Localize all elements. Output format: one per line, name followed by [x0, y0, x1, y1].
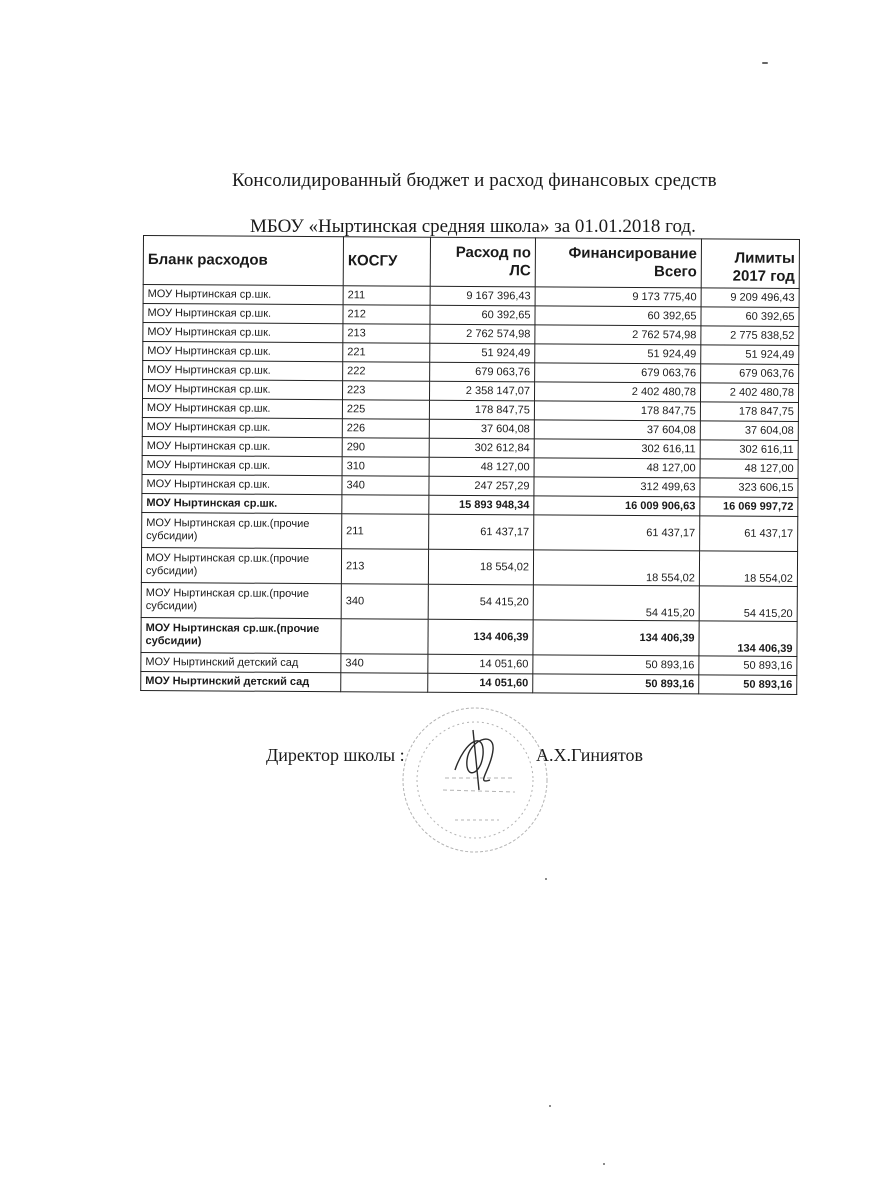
row-financing: 679 063,76	[535, 363, 701, 383]
scan-speck	[545, 878, 547, 880]
row-expense: 302 612,84	[429, 438, 534, 458]
row-name: МОУ Ныртинская ср.шк.	[142, 436, 342, 456]
row-kosgu: 226	[342, 419, 429, 439]
row-expense: 48 127,00	[429, 457, 534, 477]
total-financing: 50 893,16	[533, 674, 699, 694]
row-expense: 247 257,29	[429, 476, 534, 496]
table-row	[142, 512, 798, 551]
row-kosgu: 213	[341, 549, 428, 585]
total-row-kindergarten	[141, 671, 797, 694]
row-limits: 178 847,75	[700, 402, 798, 422]
row-limits: 679 063,76	[701, 364, 799, 384]
total-kosgu-empty	[342, 495, 429, 515]
row-kosgu: 310	[342, 457, 429, 477]
total-limits: 50 893,16	[699, 675, 797, 695]
row-expense: 60 392,65	[430, 305, 535, 325]
total-financing: 134 406,39	[533, 620, 699, 656]
row-name: МОУ Ныртинская ср.шк.	[142, 417, 342, 437]
scan-speck	[603, 1163, 605, 1165]
total-name: МОУ Ныртинский детский сад	[141, 671, 341, 691]
row-limits: 61 437,17	[700, 516, 798, 552]
header-kosgu: КОСГУ	[343, 237, 430, 287]
row-financing: 302 616,11	[534, 439, 700, 459]
document-subtitle: МБОУ «Ныртинская средняя школа» за 01.01.2018 год.	[250, 216, 696, 237]
row-expense: 14 051,60	[428, 654, 533, 674]
row-limits: 302 616,11	[700, 440, 798, 460]
row-kosgu: 290	[342, 438, 429, 458]
row-financing: 2 402 480,78	[534, 382, 700, 402]
row-expense: 51 924,49	[430, 343, 535, 363]
row-name: МОУ Ныртинская ср.шк.	[143, 380, 343, 400]
row-kosgu: 211	[343, 286, 430, 306]
row-financing: 9 173 775,40	[535, 287, 701, 307]
total-expense: 15 893 948,34	[429, 495, 534, 515]
signature-label: Директор школы :	[266, 745, 405, 765]
total-expense: 14 051,60	[428, 673, 533, 693]
row-financing: 54 415,20	[533, 585, 699, 621]
row-limits: 51 924,49	[701, 345, 799, 365]
row-limits: 50 893,16	[699, 656, 797, 676]
row-limits: 18 554,02	[699, 551, 797, 587]
row-name: МОУ Ныртинская ср.шк.	[143, 361, 343, 381]
row-name: МОУ Ныртинская ср.шк.	[142, 474, 342, 494]
row-limits: 48 127,00	[700, 459, 798, 479]
row-expense: 9 167 396,43	[430, 286, 535, 306]
row-limits: 9 209 496,43	[701, 288, 799, 308]
row-financing: 2 762 574,98	[535, 325, 701, 345]
row-expense: 18 554,02	[428, 549, 533, 585]
header-financing: Финансирование Всего	[535, 238, 701, 288]
row-name: МОУ Ныртинская ср.шк.	[143, 285, 343, 305]
total-kosgu-empty	[341, 673, 428, 693]
row-expense: 2 762 574,98	[430, 324, 535, 344]
header-expense: Расход по ЛС	[430, 237, 535, 287]
row-name: МОУ Ныртинская ср.шк.(прочие субсидии)	[141, 547, 341, 583]
header-limits: Лимиты 2017 год	[701, 239, 799, 289]
row-expense: 54 415,20	[428, 584, 533, 620]
row-expense: 37 604,08	[429, 419, 534, 439]
row-financing: 312 499,63	[534, 477, 700, 497]
table-row	[141, 547, 797, 586]
row-kosgu: 340	[341, 584, 428, 620]
total-name: МОУ Ныртинская ср.шк.	[142, 493, 342, 513]
signature-name: А.Х.Гиниятов	[536, 745, 644, 765]
row-limits: 2 775 838,52	[701, 326, 799, 346]
total-limits: 16 069 997,72	[700, 497, 798, 517]
row-kosgu: 340	[342, 476, 429, 496]
row-financing: 60 392,65	[535, 306, 701, 326]
scan-speck	[762, 62, 768, 64]
row-name: МОУ Ныртинская ср.шк.	[142, 455, 342, 475]
row-expense: 2 358 147,07	[429, 381, 534, 401]
row-kosgu: 211	[342, 514, 429, 550]
row-kosgu: 225	[342, 400, 429, 420]
row-name: МОУ Ныртинская ср.шк.(прочие субсидии)	[142, 512, 342, 548]
row-limits: 60 392,65	[701, 307, 799, 327]
row-financing: 178 847,75	[534, 401, 700, 421]
row-kosgu: 212	[343, 305, 430, 325]
row-limits: 37 604,08	[700, 421, 798, 441]
total-expense: 134 406,39	[428, 619, 533, 655]
row-financing: 18 554,02	[533, 550, 699, 586]
document-title: Консолидированный бюджет и расход финансовых средств	[232, 170, 717, 191]
row-name: МОУ Ныртинская ср.шк.(прочие субсидии)	[141, 582, 341, 618]
row-limits: 54 415,20	[699, 586, 797, 622]
total-financing: 16 009 906,63	[534, 496, 700, 516]
row-kosgu: 223	[342, 381, 429, 401]
total-name: МОУ Ныртинская ср.шк.(прочие субсидии)	[141, 617, 341, 653]
row-limits: 2 402 480,78	[700, 383, 798, 403]
row-kosgu: 222	[343, 362, 430, 382]
row-name: МОУ Ныртинская ср.шк.	[143, 304, 343, 324]
total-kosgu-empty	[341, 619, 428, 655]
row-limits: 323 606,15	[700, 478, 798, 498]
row-financing: 48 127,00	[534, 458, 700, 478]
row-kosgu: 213	[343, 324, 430, 344]
total-limits: 134 406,39	[699, 621, 797, 657]
budget-table	[140, 235, 800, 695]
row-expense: 178 847,75	[429, 400, 534, 420]
row-name: МОУ Ныртинская ср.шк.	[143, 323, 343, 343]
table-header-row	[143, 236, 799, 289]
row-name: МОУ Ныртинская ср.шк.	[143, 342, 343, 362]
scan-speck	[549, 1105, 551, 1107]
row-financing: 37 604,08	[534, 420, 700, 440]
row-kosgu: 221	[343, 343, 430, 363]
row-name: МОУ Ныртинский детский сад	[141, 652, 341, 672]
row-expense: 679 063,76	[430, 362, 535, 382]
row-financing: 50 893,16	[533, 655, 699, 675]
row-financing: 61 437,17	[534, 515, 700, 551]
row-name: МОУ Ныртинская ср.шк.	[142, 399, 342, 419]
row-financing: 51 924,49	[535, 344, 701, 364]
row-kosgu: 340	[341, 654, 428, 674]
total-row-subsidy	[141, 617, 797, 656]
stamp-with-signature	[395, 700, 555, 860]
table-row	[141, 582, 797, 621]
row-expense: 61 437,17	[429, 514, 534, 550]
header-name: Бланк расходов	[143, 236, 343, 286]
